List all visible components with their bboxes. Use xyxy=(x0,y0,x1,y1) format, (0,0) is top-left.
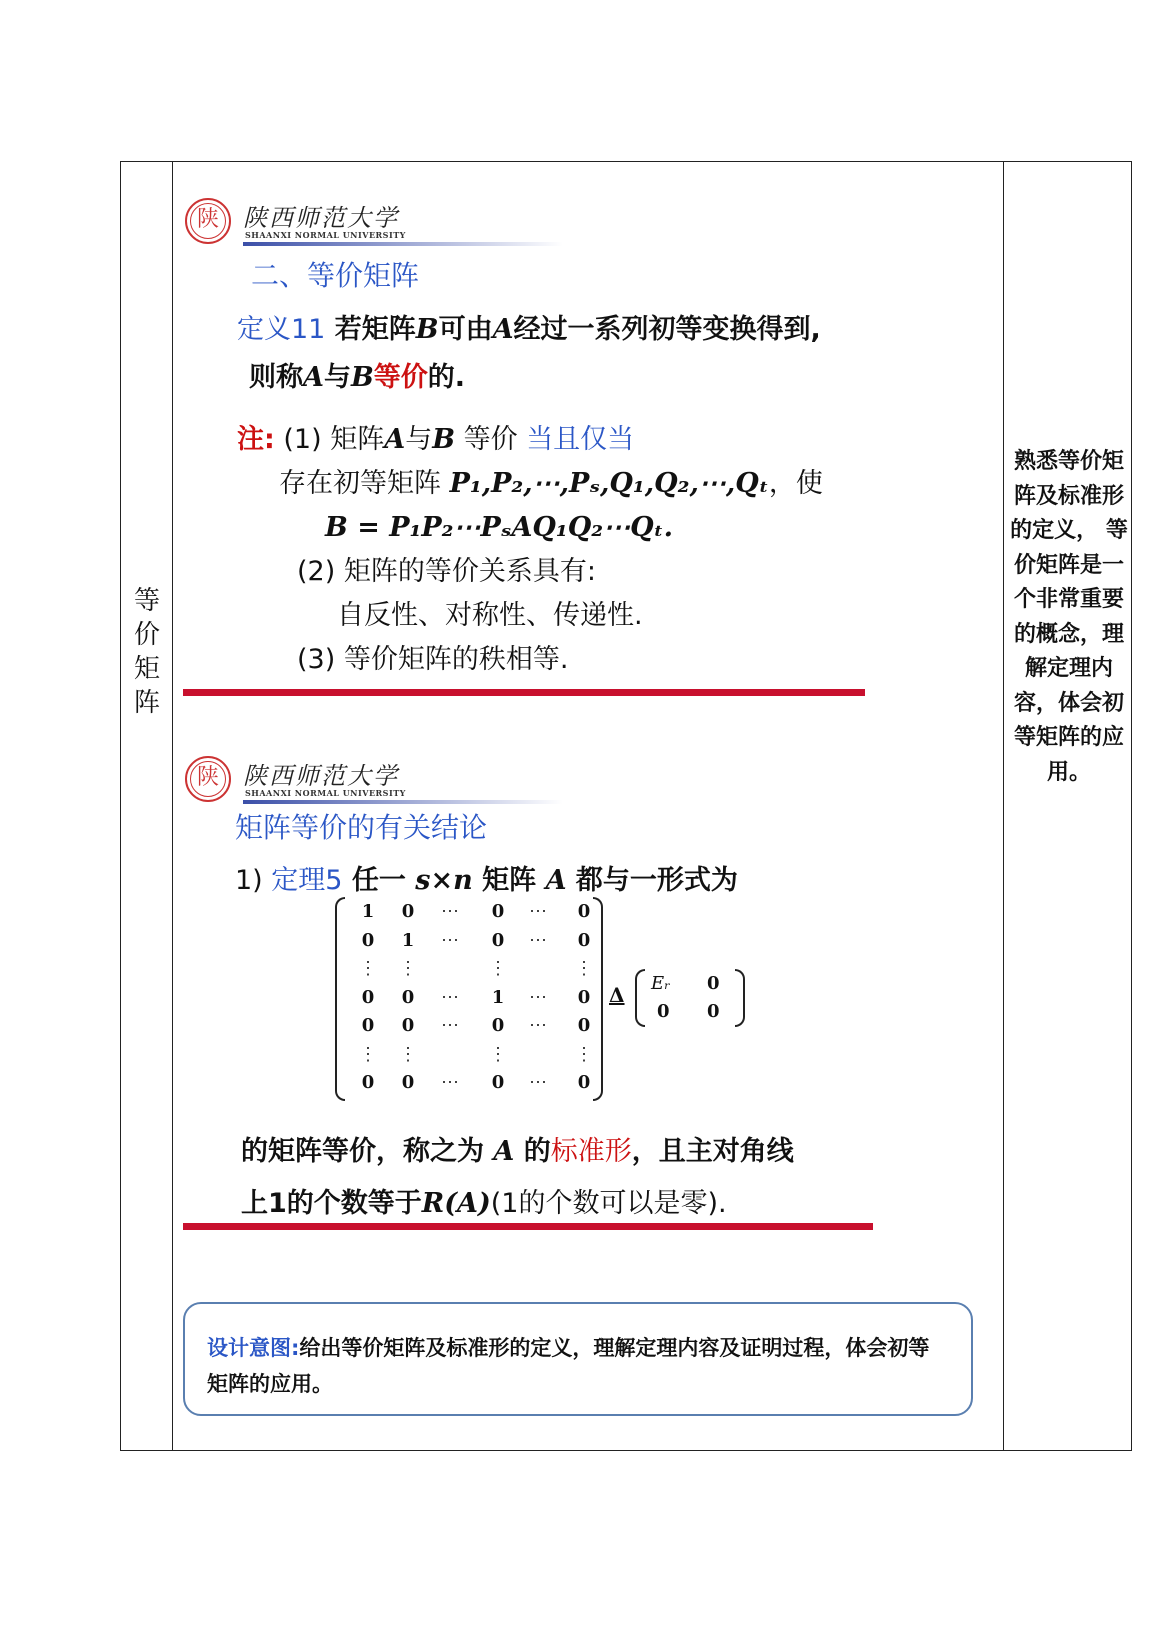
topic-char: 阵 xyxy=(133,688,160,718)
matrix-cell: ⋯ xyxy=(441,986,459,1008)
topic-char: 矩 xyxy=(133,654,160,684)
matrix-cell: ⋯ xyxy=(441,1015,459,1036)
topic-column xyxy=(121,162,173,1450)
matrix-cell: 0 xyxy=(577,929,591,951)
left-bracket xyxy=(635,969,645,1027)
theorem-text: 任一 xyxy=(342,865,416,896)
conclusion-part: 上1的个数等于 xyxy=(241,1188,422,1219)
matrix-cell: ⋯ xyxy=(529,986,547,1008)
note-text: 与 xyxy=(405,424,433,455)
definition-highlight: 等价 xyxy=(373,362,428,393)
definition-text: 与 xyxy=(323,362,351,393)
conclusion-text xyxy=(241,1126,794,1230)
matrix-cell: 0 xyxy=(491,1072,505,1093)
math-a: A xyxy=(492,314,514,345)
big-matrix xyxy=(335,895,603,1105)
university-name-cn: 陕西师范大学 xyxy=(243,204,399,232)
matrix-row xyxy=(347,1044,593,1072)
right-bracket xyxy=(735,969,745,1027)
conclusion-part: 的 xyxy=(514,1136,551,1167)
zero-block: 0 xyxy=(657,1001,670,1022)
slide-divider xyxy=(183,689,865,696)
section-title: 二、等价矩阵 xyxy=(251,259,420,292)
matrix-cell: ⋯ xyxy=(441,929,459,951)
lesson-table xyxy=(120,161,1132,1451)
math-a: A xyxy=(303,362,324,393)
design-intent-label: 设计意图: xyxy=(207,1336,300,1360)
theorem-number: 1) xyxy=(235,865,272,896)
matrix-cell: ⋯ xyxy=(441,901,459,922)
matrix-cell: ⋯ xyxy=(529,901,547,922)
matrix-cell: ⋮ xyxy=(489,958,507,979)
topic-char: 等 xyxy=(133,586,160,616)
note-highlight: 当且仅当 xyxy=(526,424,635,455)
theorem-text: 矩阵 xyxy=(472,865,546,896)
identity-block: Eᵣ xyxy=(651,973,671,994)
notes-column xyxy=(1003,162,1131,1450)
teaching-note: 熟悉等价矩阵及标准形的定义， 等价矩阵是一个非常重要的概念，理解定理内容，体会初等矩阵的应用。 xyxy=(1010,449,1128,785)
note-text: 等价 xyxy=(455,424,527,455)
matrix-dimensions: s×n xyxy=(415,865,473,896)
slide-equivalent-matrix xyxy=(173,192,1003,712)
university-name-en: SHAANXI NORMAL UNIVERSITY xyxy=(245,788,406,798)
conclusion-part: 的矩阵等价，称之为 xyxy=(241,1136,494,1167)
theorem-text: 都与一形式为 xyxy=(566,865,738,896)
content-column xyxy=(173,162,1003,1450)
university-logo xyxy=(185,750,565,806)
matrix-cell: 0 xyxy=(361,986,375,1008)
matrix-cell: 1 xyxy=(401,929,415,951)
math-b: B xyxy=(432,424,456,455)
slide-equivalence-conclusions xyxy=(173,750,1003,1350)
university-seal-icon: 陕 xyxy=(185,756,231,802)
definition-equal-symbol: Δ xyxy=(609,983,625,1007)
note-2-properties: 自反性、对称性、传递性. xyxy=(337,600,643,631)
definition-text: 可由 xyxy=(438,314,493,345)
matrix-cell: ⋯ xyxy=(529,929,547,951)
matrix-cell: 0 xyxy=(491,901,505,922)
matrix-cell: 0 xyxy=(491,929,505,951)
elementary-matrices: P₁,P₂,⋯,Pₛ,Q₁,Q₂,⋯,Qₜ xyxy=(449,468,769,499)
theorem-label: 定理5 xyxy=(271,865,343,896)
theorem-5 xyxy=(235,858,738,897)
note-3: (3) 等价矩阵的秩相等. xyxy=(297,644,569,675)
matrix-cell: 0 xyxy=(491,1015,505,1036)
slide-title: 矩阵等价的有关结论 xyxy=(235,811,488,844)
topic-label xyxy=(121,584,173,720)
matrix-cell: ⋮ xyxy=(399,1043,417,1065)
university-name-en: SHAANXI NORMAL UNIVERSITY xyxy=(245,230,406,240)
university-name-cn: 陕西师范大学 xyxy=(243,762,399,790)
matrix-cell: ⋯ xyxy=(441,1072,459,1093)
math-a: A xyxy=(545,865,567,896)
matrix-row xyxy=(347,1072,593,1100)
university-logo xyxy=(185,192,565,248)
standard-form-term: 标准形 xyxy=(550,1136,632,1167)
slide-divider xyxy=(183,1223,873,1230)
matrix-cell: ⋮ xyxy=(575,1043,593,1065)
matrix-cell: 0 xyxy=(401,1015,415,1036)
definition-text: 的. xyxy=(427,362,466,393)
matrix-cell: ⋮ xyxy=(575,958,593,979)
definition-text: 经过一系列初等变换得到, xyxy=(513,314,821,345)
design-intent-box xyxy=(183,1302,973,1416)
definition-text: 则称 xyxy=(249,362,303,393)
note-text: ，使 xyxy=(768,468,823,499)
matrix-cell: 0 xyxy=(577,1072,591,1093)
definition-text: 若矩阵 xyxy=(325,314,416,345)
university-seal-icon: 陕 xyxy=(185,198,231,244)
matrix-cell: 0 xyxy=(577,901,591,922)
matrix-cell: ⋯ xyxy=(529,1015,547,1036)
matrix-cell: ⋮ xyxy=(359,1043,377,1065)
matrix-cell: 0 xyxy=(361,1015,375,1036)
matrix-cell: 0 xyxy=(577,1015,591,1036)
matrix-row xyxy=(347,1015,593,1043)
matrix-cell: 0 xyxy=(401,901,415,922)
math-b: B xyxy=(415,314,439,345)
left-bracket xyxy=(335,897,345,1101)
matrix-row xyxy=(347,958,593,986)
topic-char: 价 xyxy=(133,620,160,650)
matrix-cell: 0 xyxy=(401,1072,415,1093)
conclusion-part: ，且主对角线 xyxy=(631,1136,794,1167)
matrix-cell: ⋮ xyxy=(489,1043,507,1065)
equivalence-equation: B = P₁P₂⋯PₛAQ₁Q₂⋯Qₜ. xyxy=(325,512,674,543)
conclusion-part: (1的个数可以是零). xyxy=(490,1188,727,1219)
note-2: (2) 矩阵的等价关系具有: xyxy=(297,556,596,587)
definition-label: 定义11 xyxy=(237,314,326,345)
notes-block xyxy=(237,418,823,682)
math-b: B xyxy=(350,362,374,393)
note-text: (1) 矩阵 xyxy=(274,424,385,455)
block-matrix xyxy=(635,967,745,1029)
matrix-row xyxy=(347,987,593,1015)
matrix-row xyxy=(347,901,593,929)
zero-block: 0 xyxy=(707,1001,720,1022)
matrix-cell: ⋮ xyxy=(399,958,417,979)
matrix-cell: 1 xyxy=(361,901,375,922)
note-text: 存在初等矩阵 xyxy=(279,468,450,499)
logo-underline xyxy=(243,800,563,804)
standard-form-matrix xyxy=(335,895,755,1105)
matrix-cell: 0 xyxy=(361,929,375,951)
matrix-cell: ⋯ xyxy=(529,1072,547,1093)
design-intent-text: 给出等价矩阵及标准形的定义，理解定理内容及证明过程，体会初等矩阵的应用。 xyxy=(207,1336,930,1396)
matrix-cell: 0 xyxy=(577,986,591,1008)
rank-expression: R(A) xyxy=(421,1188,491,1219)
zero-block: 0 xyxy=(707,973,720,994)
matrix-cell: 0 xyxy=(361,1072,375,1093)
matrix-cell: ⋮ xyxy=(359,958,377,979)
matrix-row xyxy=(347,930,593,958)
logo-underline xyxy=(243,242,563,246)
matrix-cell: 1 xyxy=(491,986,505,1008)
definition-11 xyxy=(237,306,821,402)
math-a: A xyxy=(493,1136,515,1167)
matrix-cell: 0 xyxy=(401,986,415,1008)
note-label: 注: xyxy=(237,424,275,455)
math-a: A xyxy=(384,424,406,455)
